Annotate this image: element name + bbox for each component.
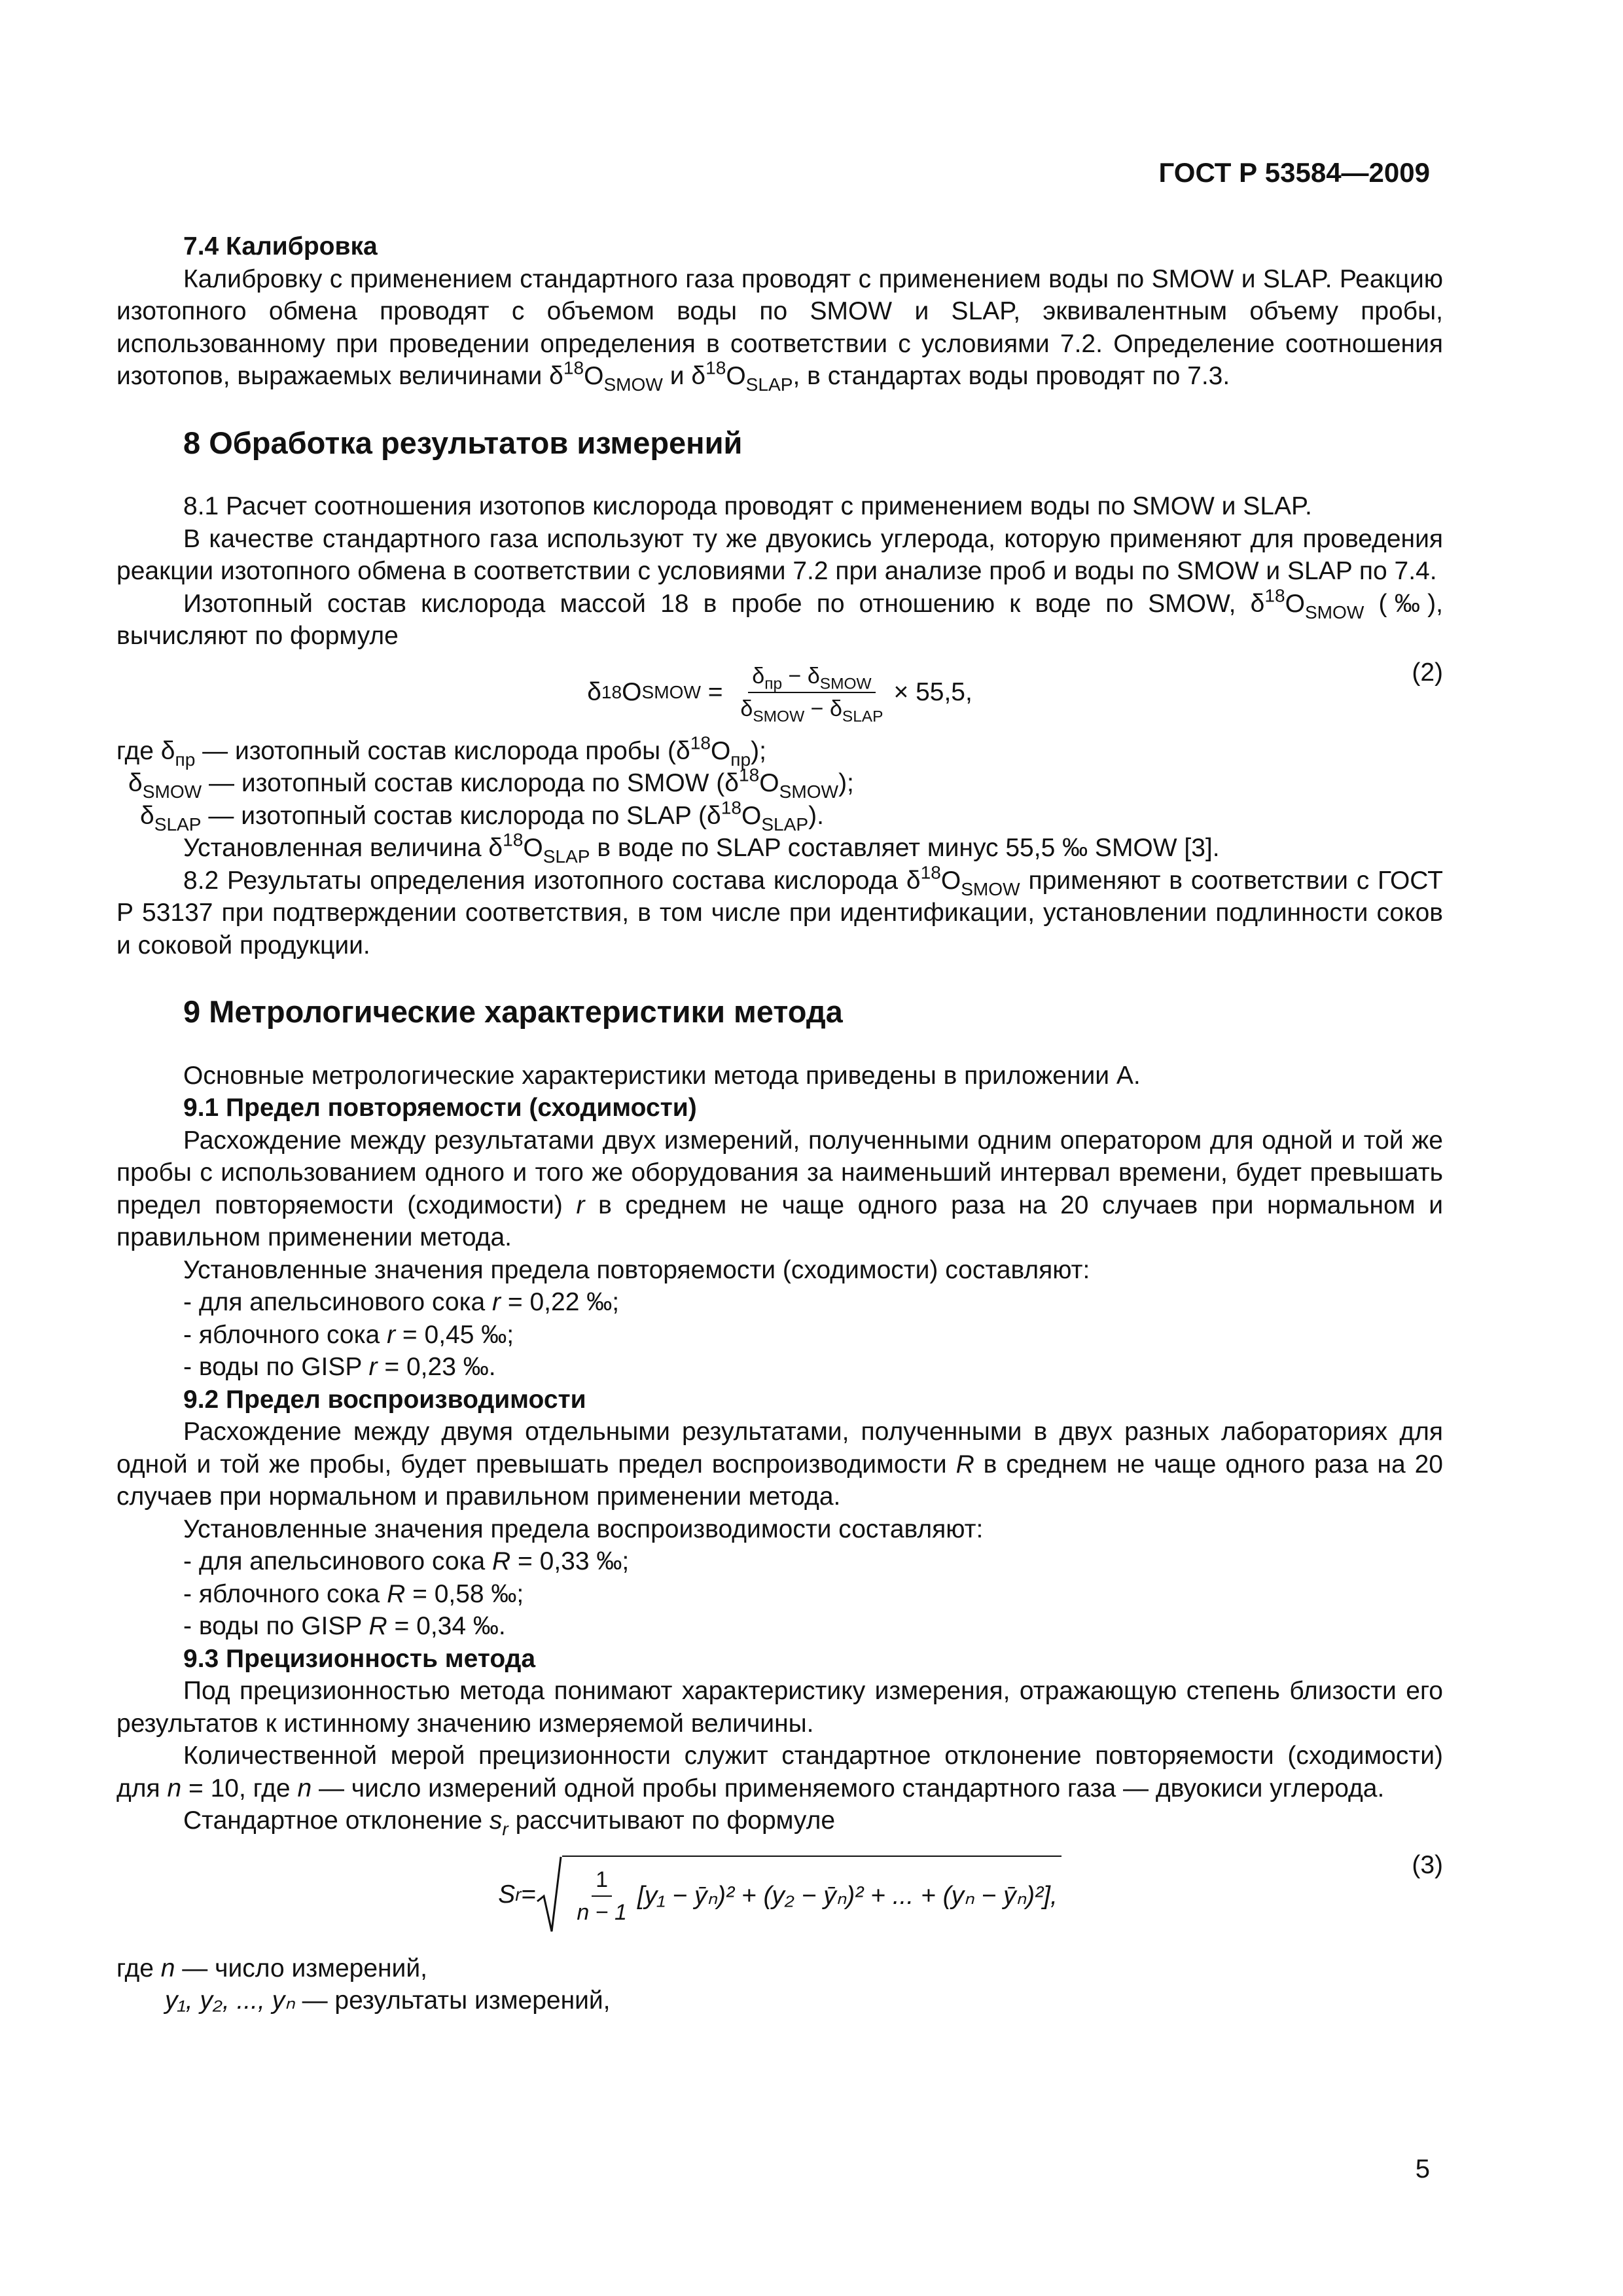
list-item: - воды по GISP r = 0,23 ‰. [183, 1353, 496, 1381]
list-item: - яблочного сока R = 0,58 ‰; [183, 1579, 524, 1608]
section-9-heading: 9 Метрологические характеристики метода [183, 994, 843, 1029]
section-9-2-heading: 9.2 Предел воспроизводимости [183, 1385, 586, 1414]
where-delta-slap: $\delta_{SLAP}$ — изотопный состав кислорода по SLAP $(\delta^{18}O_{SLAP})$. [140, 797, 824, 834]
list-item: - воды по GISP R = 0,34 ‰. [183, 1612, 506, 1640]
formula-2-fraction: $\frac{\delta_{пр} - \delta_{SMOW}}{\delta_{SMOW} - \delta_{SLAP}}$ [740, 663, 883, 726]
where-y: y₁, y₂, ..., yₙ — результаты измерений, [165, 1986, 611, 2015]
page-content [116, 230, 1443, 2017]
section-9-3-heading: 9.3 Прецизионность метода [183, 1644, 536, 1673]
section-9-3-paragraph-1: Под прецизионностью метода понимают характеристику измерения, отражающую степень близости его результатов к истинному значению измеряемой величины. [116, 1677, 1443, 1738]
section-8-heading: 8 Обработка результатов измерений [183, 425, 743, 460]
section-9-3-paragraph-3: Стандартное отклонение $s_r$ рассчитывают по формуле [183, 1806, 836, 1839]
section-8-2-paragraph: 8.2 Результаты определения изотопного состава кислорода $\delta^{18}O_{SMOW}$ применяют в соответствии с ГОСТ Р 53137 при подтверждении соответствия, в том числе при идентификации, установлении подлинности соков и соковой продукции. [116, 862, 1443, 960]
section-8-1-paragraph-2: В качестве стандартного газа используют ту же двуокись углерода, которую применяют для проведения реакции изотопного обмена в соответствии с условиями 7.2 при анализе проб и воды по SMOW и SLAP по 7.4. [116, 524, 1443, 585]
formula-2 [116, 656, 1443, 728]
square-root: $\frac{1}{n - 1}$ [y₁ − ȳₙ)² + (y₂ − ȳₙ)² + ... + (yₙ − ȳₙ)²], [536, 1856, 1061, 1934]
section-9-3-paragraph-2: Количественной мерой прецизионности служит стандартное отклонение повторяемости (сходимости) для n = 10, где n — число измерений одной пробы применяемого стандартного газа — двуокиси углерода. [116, 1742, 1443, 1803]
where-delta-smow: $\delta_{SMOW}$ — изотопный состав кислорода по SMOW $(\delta^{18}O_{SMOW})$; [128, 764, 854, 802]
section-9-2-paragraph: Расхождение между двумя отдельными результатами, полученными в двух разных лабораториях для одной и той же пробы, будет превышать предел воспроизводимости R в среднем не чаще одного раза на 20 случаев при нормальном и правильном применении метода. [116, 1418, 1443, 1511]
section-8-1-slap-value: Установленная величина $\delta^{18}O_{SLAP}$ в воде по SLAP составляет минус 55,5 ‰ SMOW [3]. [183, 829, 1220, 867]
section-7-4-paragraph: Калибровку с применением стандартного газа проводят с применением воды по SMOW и SLAP. Реакцию изотопного обмена проводят с объемом воды по SMOW и SLAP, эквивалентным объему пробы, использованному при проведении определения в соответствии с условиями 7.2. Определение соотношения изотопов, выражаемых величинами $\delta^{18}O_{SMOW}$ и $\delta^{18}O_{SLAP}$, в стандартах воды проводят по 7.3. [116, 264, 1443, 395]
section-9-intro: Основные метрологические характеристики метода приведены в приложении А. [183, 1061, 1141, 1090]
where-n: где n — число измерений, [116, 1954, 427, 1982]
repeatability-list [116, 1286, 1443, 1384]
formula-2-number: (2) [1412, 658, 1443, 687]
list-item: - для апельсинового сока R = 0,33 ‰; [183, 1547, 630, 1575]
section-9-1-paragraph: Расхождение между результатами двух измерений, полученными одним оператором для одной и той же пробы с использованием одного и того же оборудования за наименьший интервал времени, будет превышать предел повторяемости (сходимости) r в среднем не чаще одного раза на 20 случаев при нормальном и правильном применении метода. [116, 1126, 1443, 1251]
section-9-1-heading: 9.1 Предел повторяемости (сходимости) [183, 1094, 697, 1122]
section-8-1-paragraph: 8.1 Расчет соотношения изотопов кислорода проводят с применением воды по SMOW и SLAP. [183, 492, 1312, 520]
where-delta-pr: где $\delta_{пр}$ — изотопный состав кислорода пробы $(\delta^{18}O_{пр})$; [116, 732, 766, 770]
radical-sign-icon [536, 1856, 562, 1934]
section-8-1-paragraph-3: Изотопный состав кислорода массой 18 в пробе по отношению к воде по SMOW, $\delta^{18}O_{SMOW}$ (‰), вычисляют по формуле [116, 585, 1443, 650]
section-9-2-values-intro: Установленные значения предела воспроизводимости составляют: [183, 1515, 984, 1543]
formula-3-fraction: $\frac{1}{n - 1}$ [577, 1867, 627, 1925]
formula-3 [116, 1849, 1443, 1941]
list-item: - для апельсинового сока r = 0,22 ‰; [183, 1288, 620, 1316]
formula-2-expression: δ 18 O SMOW = $\frac{\delta_{пр} - \delta_{SMOW}}{\delta_{SMOW} - \delta_{SLAP}}$ × 55,5, [587, 663, 972, 726]
formula-3-number: (3) [1412, 1850, 1443, 1879]
list-item: - яблочного сока r = 0,45 ‰; [183, 1320, 514, 1349]
section-9-1-values-intro: Установленные значения предела повторяемости (сходимости) составляют: [183, 1255, 1090, 1284]
page-number: 5 [1415, 2155, 1430, 2183]
formula-3-expression: S r = $\frac{1}{n - 1}$ [y₁ − ȳₙ)² + (y₂ − ȳₙ)² + ... + (yₙ − ȳₙ)²], [116, 1849, 1443, 1941]
standard-number: ГОСТ Р 53584—2009 [1158, 157, 1430, 188]
section-7-4-heading: 7.4 Калибровка [183, 232, 378, 260]
reproducibility-list [116, 1545, 1443, 1643]
